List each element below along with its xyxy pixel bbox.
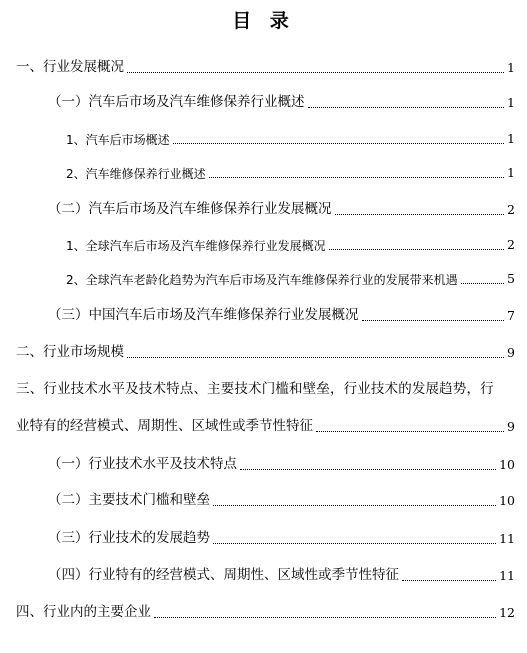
toc-entry-text: （二）汽车后市场及汽车维修保养行业发展概况 <box>48 201 332 217</box>
toc-entry[interactable] <box>16 420 515 434</box>
dot-leader <box>213 542 496 544</box>
toc-entry-text[interactable]: 三、行业技术水平及技术特点、主要技术门槛和壁垒，行业技术的发展趋势，行 <box>16 381 494 397</box>
toc-page-number: 2 <box>507 202 515 217</box>
toc-entry[interactable] <box>48 569 515 583</box>
toc-page-number: 7 <box>507 308 515 323</box>
dot-leader <box>461 282 504 284</box>
toc-entry-text: 2、全球汽车老龄化趋势为汽车后市场及汽车维修保养行业的发展带来机遇 <box>66 272 458 287</box>
dot-leader <box>308 106 505 108</box>
toc-title: 目 录 <box>232 10 295 32</box>
toc-entry[interactable] <box>66 167 515 180</box>
toc-entry[interactable] <box>48 309 515 323</box>
toc-entry[interactable] <box>66 133 515 146</box>
dot-leader <box>127 356 504 358</box>
toc-page-number: 1 <box>507 131 515 146</box>
toc-page-number: 1 <box>507 165 515 180</box>
toc-entry-text: （三）中国汽车后市场及汽车维修保养行业发展概况 <box>48 307 359 323</box>
dot-leader <box>362 319 505 321</box>
toc-entry-text: （四）行业特有的经营模式、周期性、区域性或季节性特征 <box>48 567 399 583</box>
toc-entry-text: 2、汽车维修保养行业概述 <box>66 166 206 181</box>
toc-entry-text: 四、行业内的主要企业 <box>16 604 151 620</box>
toc-page-number: 5 <box>507 271 515 286</box>
toc-entry[interactable] <box>48 532 515 546</box>
dot-leader <box>127 71 504 73</box>
toc-entry-text: 二、行业市场规模 <box>16 344 124 360</box>
toc-page-number: 12 <box>499 605 515 620</box>
toc-entry[interactable] <box>48 96 515 110</box>
toc-entry[interactable] <box>66 239 515 252</box>
toc-page-number: 2 <box>507 237 515 252</box>
toc-page-number: 11 <box>499 531 515 546</box>
toc-entry-text: 一、行业发展概况 <box>16 59 124 75</box>
toc-entry-text: 业特有的经营模式、周期性、区域性或季节性特征 <box>16 418 313 434</box>
toc-page-number: 10 <box>499 457 515 472</box>
toc-entry-text: 1、全球汽车后市场及汽车维修保养行业发展概况 <box>66 238 326 253</box>
toc-entry-text: （一）汽车后市场及汽车维修保养行业概述 <box>48 94 305 110</box>
dot-leader <box>316 430 504 432</box>
toc-entry[interactable] <box>48 458 515 472</box>
toc-entry-text: 1、汽车后市场概述 <box>66 132 170 147</box>
dot-leader <box>209 176 504 178</box>
toc-entry-text: （三）行业技术的发展趋势 <box>48 530 210 546</box>
toc-page-number: 1 <box>507 95 515 110</box>
toc-page-number: 1 <box>507 60 515 75</box>
dot-leader <box>329 248 504 250</box>
toc-page-number: 9 <box>507 345 515 360</box>
toc-entry-text: （二）主要技术门槛和壁垒 <box>48 492 210 508</box>
toc-entry[interactable] <box>16 606 515 620</box>
dot-leader <box>213 504 496 506</box>
toc-entry[interactable] <box>16 346 515 360</box>
dot-leader <box>402 579 496 581</box>
dot-leader <box>154 616 496 618</box>
dot-leader <box>240 468 496 470</box>
dot-leader <box>335 213 505 215</box>
toc-entry[interactable] <box>16 61 515 75</box>
toc-entry[interactable] <box>48 494 515 508</box>
toc-page-number: 10 <box>499 493 515 508</box>
toc-entry-text: （一）行业技术水平及技术特点 <box>48 456 237 472</box>
toc-page-number: 9 <box>507 419 515 434</box>
toc-entry[interactable] <box>48 203 515 217</box>
dot-leader <box>173 142 504 144</box>
toc-page-number: 11 <box>499 568 515 583</box>
toc-entry[interactable] <box>66 273 515 286</box>
